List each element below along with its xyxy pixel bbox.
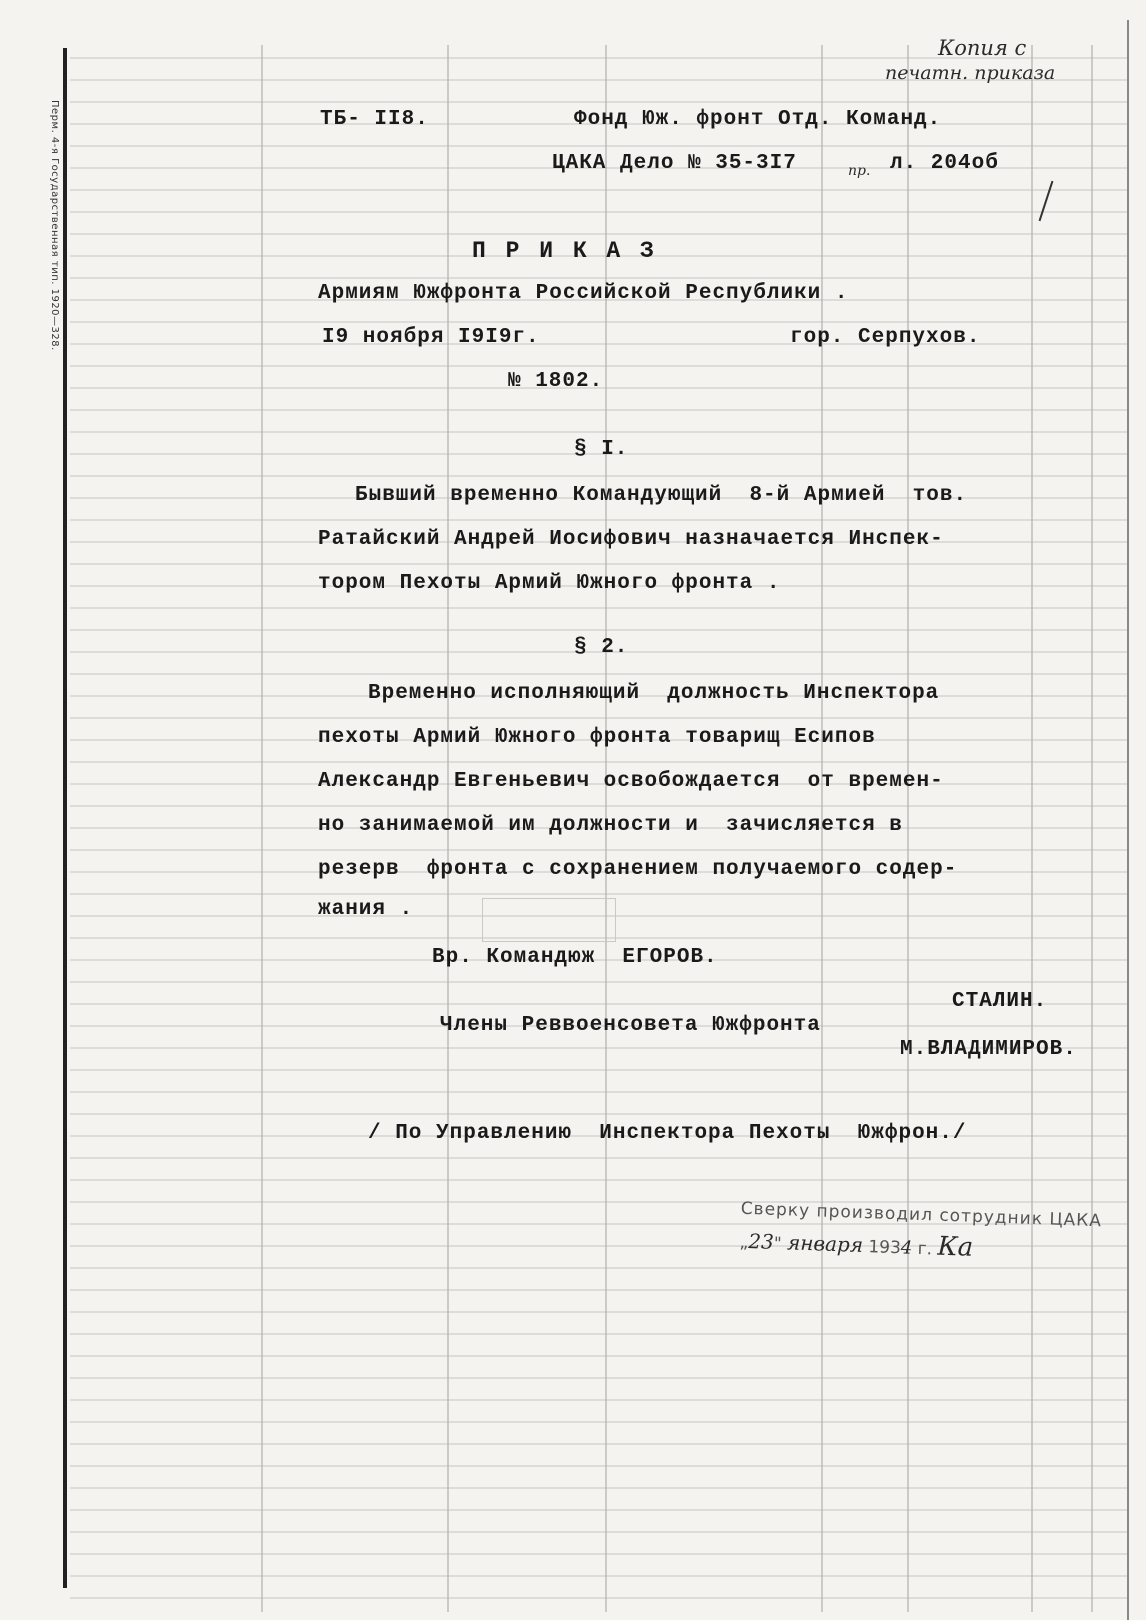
stamp-date-line: „23" января 1934 г. Ка [739, 1229, 974, 1263]
section-2-line: пехоты Армий Южного фронта товарищ Есипов [318, 726, 876, 749]
section-1-heading: § I. [574, 438, 629, 461]
stamp-year-suffix: г. [917, 1238, 933, 1260]
section-2-line: но занимаемой им должности и зачисляется в [318, 814, 903, 837]
member-signature-vladimirov: М.ВЛАДИМИРОВ. [900, 1038, 1077, 1061]
section-2-heading: § 2. [574, 636, 629, 659]
sheet-number: л. 204об [890, 152, 999, 175]
stamp-year-hand: 4 [900, 1237, 913, 1259]
section-1-line: Бывший временно Командующий 8-й Армией тов. [355, 484, 968, 507]
order-number: № 1802. [508, 370, 604, 393]
order-addressee: Армиям Южфронта Российской Республики . [318, 282, 849, 305]
handwritten-copy-note: Копия с [938, 36, 1027, 60]
section-2-line: жания . [318, 898, 414, 921]
archive-code: ТБ- II8. [320, 108, 429, 131]
stamp-day: 23 [748, 1229, 775, 1254]
footer-note: / По Управлению Инспектора Пехоты Южфрон./ [368, 1122, 967, 1145]
handwritten-copy-note-2: печатн. приказа [885, 62, 1056, 84]
faint-stamp-impression [482, 898, 616, 942]
section-2-line: Временно исполняющий должность Инспектора [368, 682, 940, 705]
order-place: гор. Серпухов. [790, 326, 981, 349]
fond-reference: Фонд Юж. фронт Отд. Команд. [574, 108, 942, 131]
member-signature-stalin: СТАЛИН. [952, 990, 1048, 1013]
section-2-line: резерв фронта с сохранением получаемого содер- [318, 858, 958, 881]
printer-imprint: Перм. 4-я Государственная тип. 1920—328. [49, 100, 60, 351]
council-members-label: Члены Реввоенсовета Южфронта [440, 1014, 821, 1037]
stamp-year-prefix: 193 [868, 1237, 902, 1259]
section-1-line: Ратайский Андрей Иосифович назначается Инспек- [318, 528, 944, 551]
section-1-line: тором Пехоты Армий Южного фронта . [318, 572, 781, 595]
stamp-month: января [786, 1230, 864, 1257]
stamp-signature: Ка [937, 1231, 974, 1263]
order-title: П Р И К А З [472, 238, 657, 264]
binding-edge [63, 48, 67, 1588]
case-number: ЦАКА Дело № 35-3I7 [552, 152, 797, 175]
handwritten-case-suffix: пр. [848, 163, 871, 179]
stamp-text: Сверку производил сотрудник ЦАКА [740, 1198, 1103, 1232]
commander-signature: Вр. Командюж ЕГОРОВ. [432, 946, 718, 969]
section-2-line: Александр Евгеньевич освобождается от времен- [318, 770, 944, 793]
order-date: I9 ноября I9I9г. [322, 326, 540, 349]
